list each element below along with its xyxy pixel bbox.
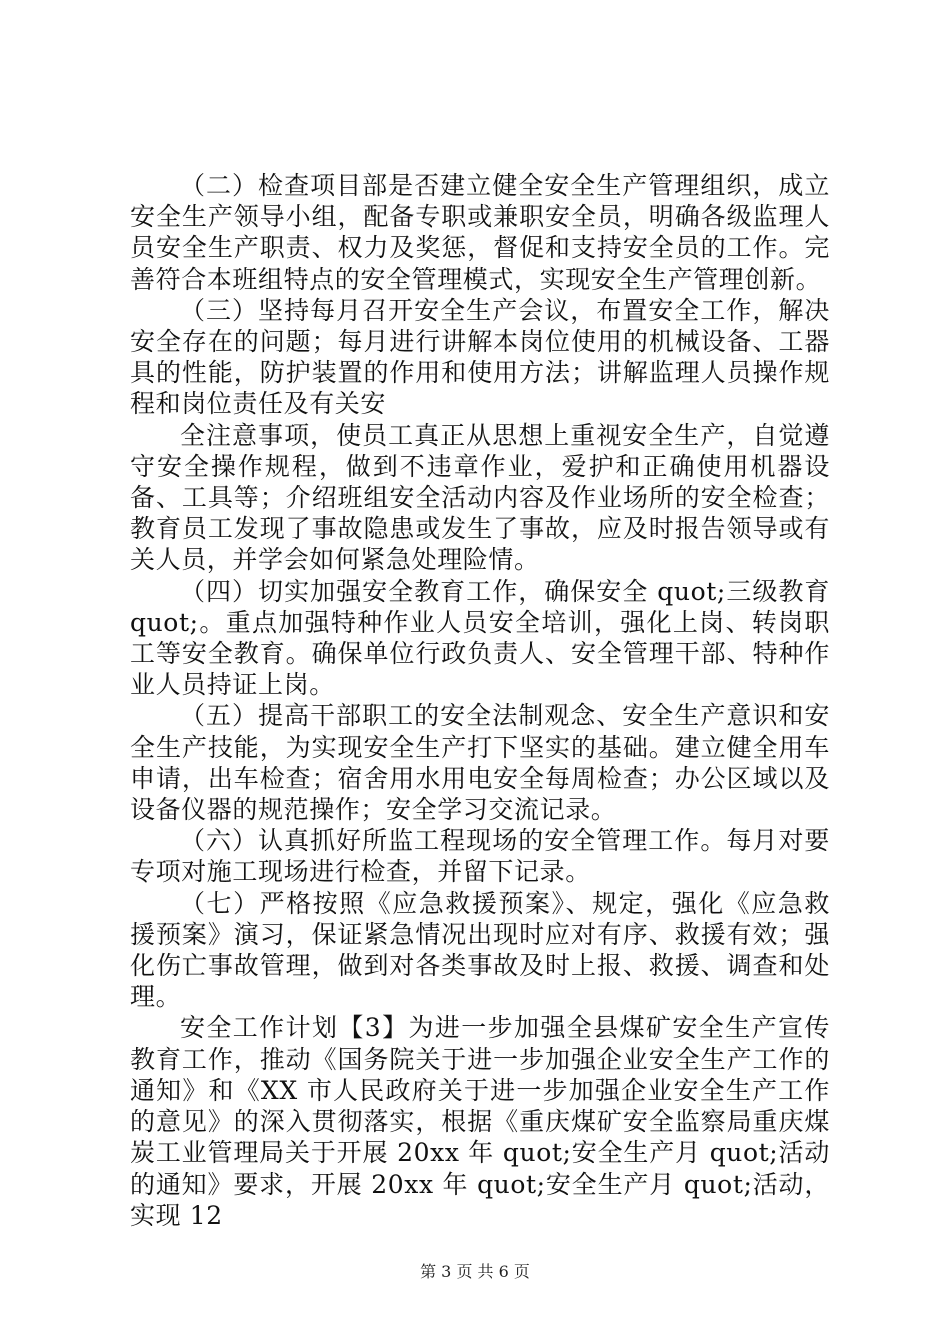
- paragraph-safety-plan-3: 安全工作计划【3】为进一步加强全县煤矿安全生产宣传教育工作，推动《国务院关于进一步加强企业安全生产工作的通知》和《XX 市人民政府关于进一步加强企业安全生产工作的意见》的深入贯彻落实，根据《重庆煤矿安全监察局重庆煤炭工业管理局关于开展 20xx 年 quot;安全生产月 quot;活动的通知》要求，开展 20xx 年 quot;安全生产月 quot;活动，实现 12: [130, 1013, 830, 1230]
- paragraph-section-3: （三）坚持每月召开安全生产会议，布置安全工作，解决安全存在的问题；每月进行讲解本岗位使用的机械设备、工器具的性能，防护装置的作用和使用方法；讲解监理人员操作规程和岗位责任及有关安: [130, 295, 830, 419]
- paragraph-section-7: （七）严格按照《应急救援预案》、规定，强化《应急救援预案》演习，保证紧急情况出现时应对有序、救援有效；强化伤亡事故管理，做到对各类事故及时上报、救援、调查和处理。: [130, 888, 830, 1012]
- paragraph-section-3-continued: 全注意事项，使员工真正从思想上重视安全生产，自觉遵守安全操作规程，做到不违章作业，爱护和正确使用机器设备、工具等；介绍班组安全活动内容及作业场所的安全检查；教育员工发现了事故隐患或发生了事故，应及时报告领导或有关人员，并学会如何紧急处理险情。: [130, 420, 830, 575]
- paragraph-section-5: （五）提高干部职工的安全法制观念、安全生产意识和安全生产技能，为实现安全生产打下坚实的基础。建立健全用车申请，出车检查；宿舍用水用电安全每周检查；办公区域以及设备仪器的规范操作；安全学习交流记录。: [130, 701, 830, 825]
- paragraph-section-6: （六）认真抓好所监工程现场的安全管理工作。每月对要专项对施工现场进行检查，并留下记录。: [130, 826, 830, 887]
- page-number-footer: 第 3 页 共 6 页: [420, 1262, 530, 1281]
- paragraph-section-4: （四）切实加强安全教育工作，确保安全 quot;三级教育 quot;。重点加强特种作业人员安全培训，强化上岗、转岗职工等安全教育。确保单位行政负责人、安全管理干部、特种作业人员持证上岗。: [130, 576, 830, 700]
- paragraph-section-2: （二）检查项目部是否建立健全安全生产管理组织，成立安全生产领导小组，配备专职或兼职安全员，明确各级监理人员安全生产职责、权力及奖惩，督促和支持安全员的工作。完善符合本班组特点的安全管理模式，实现安全生产管理创新。: [130, 171, 830, 294]
- document-body: [130, 170, 830, 1231]
